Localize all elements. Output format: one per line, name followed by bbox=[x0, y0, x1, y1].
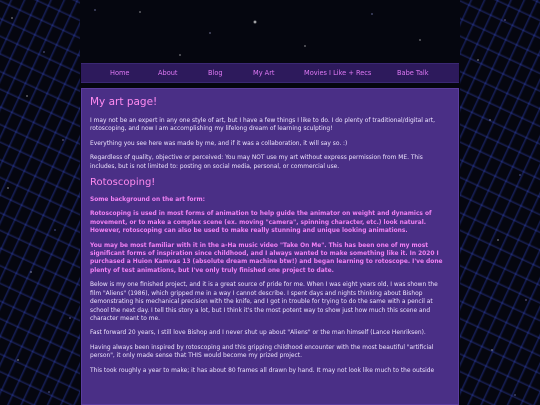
nav-movies[interactable]: Movies I Like + Recs bbox=[304, 69, 372, 77]
starfield-left-border bbox=[0, 0, 80, 405]
page-title: My art page! bbox=[90, 96, 158, 108]
nav-my-art[interactable]: My Art bbox=[253, 69, 275, 77]
nav-blog[interactable]: Blog bbox=[208, 69, 223, 77]
content-panel[interactable] bbox=[81, 88, 459, 405]
background-paragraph-1: Rotoscoping is used in most forms of animation to help guide the animator on weight and dynamics of movement, or to make a complex scene (ex. moving "camera", spinning character, etc.) look natural. However, rotoscoping can also be used to make really stunning and unique looking animations. bbox=[90, 211, 432, 235]
nav-about[interactable]: About bbox=[158, 69, 178, 77]
nav-babe-talk[interactable]: Babe Talk bbox=[397, 69, 429, 77]
rotoscoping-heading: Rotoscoping! bbox=[90, 177, 156, 189]
project-paragraph-1: Below is my one finished project, and it is a great source of pride for me. When I was eight years old, I was shown the film "Aliens" (1986), which gripped me in a way I cannot describe. I spent days and nights thinking about Bishop demonstrating his mechanical precision with the knife, and I got in trouble for trying to do the same with a pencil at school the next day. I tell this story a lot, but I think it's the most potent way to show just how much this scene and character meant to me. bbox=[90, 282, 438, 322]
background-label: Some background on the art form: bbox=[90, 197, 205, 204]
intro-paragraph-2: Everything you see here was made by me, and if it was a collaboration, it will say so. :) bbox=[90, 140, 348, 147]
nav-home[interactable]: Home bbox=[110, 69, 130, 77]
starfield-right-border bbox=[460, 0, 540, 405]
intro-paragraph-3: Regardless of quality, objective or perceived: You may NOT use my art without express permission from ME. This includes, but is not limited to: posting on social media, personal, or commercial use. bbox=[90, 155, 423, 170]
intro-paragraph-1: I may not be an expert in any one style of art, but I have a few things I like to do. I do plenty of traditional/digital art, rotoscoping, and now I am accomplishing my lifelong dream of learning sculpting! bbox=[90, 118, 435, 133]
project-paragraph-3: Having always been inspired by rotoscoping and this gripping childhood encounter with the most beautiful "artificial person", it only made sense that THIS would become my prized project. bbox=[90, 344, 434, 360]
background-paragraph-2: You may be most familiar with it in the a-Ha music video "Take On Me". This has been one of my most significant forms of inspiration since childhood, and I always wanted to make something like it. In 2020 I purchased a Huion Kamvas 13 (absolute dream machine btw!) and began learning to rotoscope. I've done plenty of test animations, but I've only truly finished one project to date. bbox=[90, 242, 443, 274]
project-paragraph-4: This took roughly a year to make; it has about 80 frames all drawn by hand. It may not look like much to the outside bbox=[90, 367, 435, 374]
main-nav bbox=[81, 63, 459, 83]
project-paragraph-2: Fast forward 20 years, I still love Bishop and I never shut up about "Aliens" or the man himself (Lance Henriksen). bbox=[90, 330, 426, 337]
